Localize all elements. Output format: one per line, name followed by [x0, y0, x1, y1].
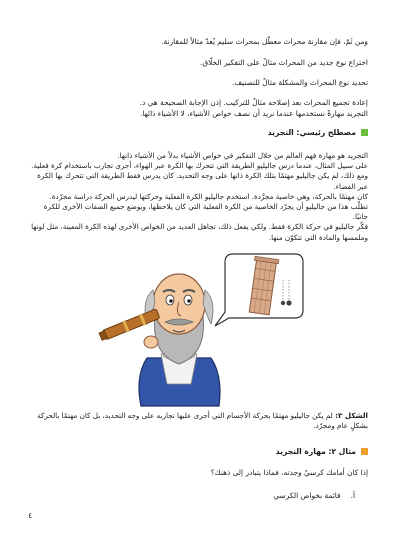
definition-line: ومع ذلك، لم يكن جاليليو مهتمًا بتلك الكرة ذاتها على وجه التحديد. كان يدرس فقط الطريقة التي تتحرك بها الكرة عبر الفضاء.: [37, 171, 368, 191]
definition-paragraph: [30, 151, 368, 243]
key-term-heading: [268, 128, 368, 137]
definition-line: وملمسها والمادة التي تتكوّن منها.: [268, 232, 368, 242]
example-heading: [276, 447, 368, 456]
question-text: إذا كان أمامك كرسيٌ وجدته، فماذا يتبادر إلى ذهنك؟: [210, 468, 368, 477]
definition-line: كان مهتمًا بالحركة، وهي خاصية مجرَّدة. استخدم جاليليو الكرة الفعلية وحركتها ليدرس الحركة دراسة مجرّدة.: [49, 191, 368, 201]
definition-line: فكّر جاليليو في حركة الكرة فقط. ولكي يفعل ذلك، تجاهل العديد من الخواص الأخرى لهذه الكرة المعينة، مثل لونها: [31, 222, 368, 232]
definition-line: تطلّب هذا من جاليليو أن يجرّد الخاصية من الكرة الفعلية التي كان يلاحظها، وبوضع جميع الصفات الأخرى للكرة جانبًا.: [43, 202, 368, 222]
text-line-comparison: ومن ثَمّ، فإن مقارنة محراث معطّل بمحراث سليم يُعدّ مثالاً للمقارنة.: [161, 37, 368, 46]
text-line-synthesis: إعادة تجميع المحراث بعد إصلاحه مثالٌ للتركيب. إذن الإجابة الصحيحة هي د.: [139, 98, 368, 107]
text-line-creative: اختراع نوع جديد من المحراث مثالٌ على التفكير الخلّاق.: [200, 58, 368, 67]
answer-option-text: قائمة بخواص الكرسي: [273, 491, 341, 500]
page-number: ٤: [28, 511, 33, 520]
definition-line: التجريد هو مهارة فهم العالم من خلال التفكير في خواص الأشياء بدلاً من الأشياء ذاتها.: [117, 151, 368, 160]
green-square-icon: [361, 129, 368, 136]
key-term-heading-text: مصطلح رئيسي: التجريد: [267, 128, 356, 137]
definition-line: على سبيل المثال، عندما درس جاليليو الطريقة التي تتحرك بها الكرة عبر الهواء، أجرى تجارب باستخدام كرة فعلية.: [31, 161, 368, 171]
answer-option-letter: أ.: [350, 491, 355, 500]
answer-option-a[interactable]: [273, 491, 355, 500]
example-heading-text: مثال ٢: مهارة التجريد: [275, 447, 356, 456]
figure-caption-text: لم يكن جاليليو مهتمًا بحركة الأجسام التي أجرى عليها تجاربه على وجه التحديد، بل كان مهتمًا بالحركة بشكلٍ عام ومجرّد.: [37, 411, 368, 431]
figure-caption: [30, 411, 368, 431]
galileo-illustration: [95, 246, 320, 408]
text-line-abstraction-intro: التجريد مهارةٌ نستخدمها عندما نريد أن نصف خواص الأشياء، لا الأشياء ذاتَها.: [140, 109, 368, 118]
figure-caption-label: الشكل ٣:: [335, 411, 368, 420]
text-line-classification: تحديد نوع المحراث والمشكلة مثالٌ للتصنيف.: [232, 78, 368, 87]
orange-square-icon: [361, 448, 368, 455]
